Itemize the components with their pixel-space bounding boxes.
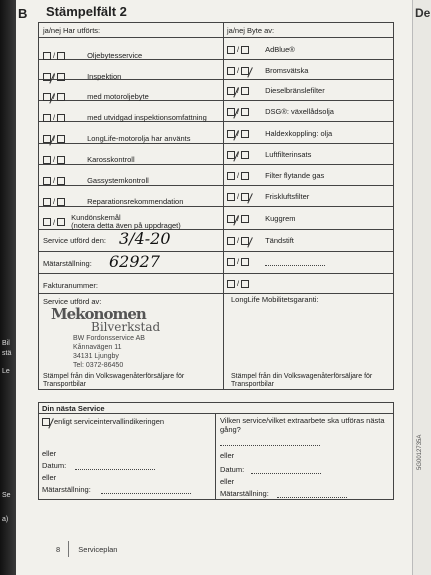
left-fragment: Le bbox=[2, 368, 10, 375]
datum-line[interactable] bbox=[75, 469, 155, 470]
checkbox[interactable] bbox=[42, 418, 50, 426]
checkbox-nej[interactable] bbox=[241, 280, 249, 288]
workshop-stamp bbox=[51, 305, 201, 375]
left-fragment: stä bbox=[2, 350, 12, 357]
row-line bbox=[39, 293, 393, 294]
checkbox-nej[interactable] bbox=[241, 193, 249, 201]
checkbox-ja[interactable] bbox=[227, 280, 235, 288]
item-label: DSG®: växellådsolja bbox=[265, 107, 334, 116]
blank-line bbox=[265, 265, 325, 266]
checkbox-ja[interactable] bbox=[227, 87, 235, 95]
left-item[interactable]: / Karosskontroll bbox=[43, 155, 135, 164]
stamp-logo: Mekonomen bbox=[51, 305, 146, 323]
checkbox-nej[interactable] bbox=[241, 46, 249, 54]
checkbox-nej[interactable] bbox=[241, 151, 249, 159]
left-item[interactable]: / med utvidgad inspektionsomfattning bbox=[43, 113, 207, 122]
checkbox-nej[interactable] bbox=[241, 172, 249, 180]
interval-indicator-label: enligt serviceintervallindikeringen bbox=[54, 417, 165, 426]
item-label: Haldexkoppling: olja bbox=[265, 129, 333, 138]
matar-label: Mätarställning: bbox=[42, 485, 91, 494]
item-label: Friskluftsfilter bbox=[265, 192, 310, 201]
stamp-phone: Tel: 0372-86450 bbox=[73, 362, 124, 369]
checkbox-ja[interactable] bbox=[43, 52, 51, 60]
left-column-header: ja/nej Har utförts: bbox=[43, 26, 101, 35]
footer-divider bbox=[68, 541, 69, 557]
eller-label: eller bbox=[220, 477, 235, 486]
matar-line[interactable] bbox=[101, 493, 191, 494]
left-fragment: Se bbox=[2, 492, 11, 499]
item-label: med motoroljebyte bbox=[87, 92, 149, 101]
checkbox-ja[interactable] bbox=[227, 172, 235, 180]
right-column-header: ja/nej Byte av: bbox=[227, 26, 275, 35]
checkbox-ja[interactable] bbox=[43, 114, 51, 122]
checkbox-ja[interactable] bbox=[43, 73, 51, 81]
checkbox-ja[interactable] bbox=[43, 93, 51, 101]
column-divider bbox=[215, 413, 216, 500]
service-date-value[interactable]: 3/4-20 bbox=[119, 229, 171, 248]
checkbox-ja[interactable] bbox=[227, 130, 235, 138]
row-line bbox=[39, 251, 393, 252]
row-line bbox=[39, 413, 393, 414]
item-label-group bbox=[71, 214, 181, 230]
left-fragment: a) bbox=[2, 516, 9, 523]
item-label: Dieselbränslefilter bbox=[265, 86, 325, 95]
item-label: AdBlue® bbox=[265, 45, 295, 54]
column-divider-lower bbox=[223, 293, 224, 390]
invoice-label: Fakturanummer: bbox=[43, 281, 99, 290]
item-label: Inspektion bbox=[87, 72, 122, 81]
row-line bbox=[39, 273, 393, 274]
column-divider bbox=[223, 23, 224, 293]
left-item[interactable]: / Inspektion bbox=[43, 72, 121, 81]
row-line bbox=[39, 143, 393, 144]
checkbox-nej[interactable] bbox=[57, 135, 65, 143]
right-item[interactable]: / Haldexkoppling: olja bbox=[227, 129, 332, 138]
item-label-note: (notera detta även på uppdraget) bbox=[71, 221, 181, 230]
next-work-line[interactable] bbox=[220, 445, 320, 446]
checkbox-nej[interactable] bbox=[57, 218, 65, 226]
stamp-company: BW Fordonsservice AB bbox=[73, 335, 145, 342]
footer-label: Serviceplan bbox=[78, 545, 118, 554]
item-label: Kuggrem bbox=[265, 214, 296, 223]
item-label: Luftfilterinsats bbox=[265, 150, 312, 159]
checkbox-nej[interactable] bbox=[57, 52, 65, 60]
matar-label: Mätarställning: bbox=[220, 489, 269, 498]
stamp-left-caption: Stämpel från din Volkswagenåterförsäljare för Transportbilar bbox=[43, 373, 185, 388]
page-footer bbox=[56, 545, 117, 554]
stamp-subtitle: Bilverkstad bbox=[91, 320, 161, 334]
right-page-code: 5G0012735A bbox=[417, 434, 423, 470]
longlife-label: LongLife Mobilitetsgaranti: bbox=[231, 295, 319, 304]
left-page-edge bbox=[0, 0, 16, 575]
checkbox-ja[interactable] bbox=[227, 193, 235, 201]
right-item[interactable]: / AdBlue® bbox=[227, 45, 295, 54]
right-item[interactable]: / Bromsvätska bbox=[227, 66, 308, 75]
row-line bbox=[39, 164, 393, 165]
checkbox-nej[interactable] bbox=[57, 198, 65, 206]
right-item[interactable]: / Tändstift bbox=[227, 236, 294, 245]
checkbox-ja[interactable] bbox=[43, 135, 51, 143]
stamp-street: Kånnavägen 11 bbox=[73, 344, 122, 351]
checkbox-nej[interactable] bbox=[57, 114, 65, 122]
checkbox-nej[interactable] bbox=[241, 87, 249, 95]
checkbox-ja[interactable] bbox=[227, 108, 235, 116]
row-line bbox=[39, 185, 393, 186]
row-line bbox=[39, 37, 393, 38]
page-title: Stämpelfält 2 bbox=[46, 4, 127, 19]
checkbox-ja[interactable] bbox=[43, 177, 51, 185]
checkbox-nej[interactable] bbox=[57, 156, 65, 164]
item-label: Kundönskemål bbox=[71, 213, 121, 222]
right-page-edge bbox=[412, 0, 431, 575]
mileage-value[interactable]: 62927 bbox=[109, 252, 160, 271]
right-item[interactable]: / Luftfilterinsats bbox=[227, 150, 311, 159]
item-label: Tändstift bbox=[265, 236, 294, 245]
stamp-city: 34131 Ljungby bbox=[73, 353, 119, 360]
checkbox-ja[interactable] bbox=[43, 198, 51, 206]
right-item[interactable]: / Filter flytande gas bbox=[227, 171, 324, 180]
item-label: Gassystemkontroll bbox=[87, 176, 149, 185]
eller-label: eller bbox=[220, 451, 235, 460]
service-date-label: Service utförd den: bbox=[43, 236, 106, 245]
checkbox-nej[interactable] bbox=[241, 108, 249, 116]
eller-label: eller bbox=[42, 449, 57, 458]
eller-label: eller bbox=[42, 473, 57, 482]
next-service-box bbox=[38, 402, 394, 500]
checkbox-ja[interactable] bbox=[227, 46, 235, 54]
right-extra-row[interactable]: / bbox=[227, 279, 251, 288]
item-label: Oljebytesservice bbox=[87, 51, 143, 60]
checkbox-ja[interactable] bbox=[43, 218, 51, 226]
item-label: Filter flytande gas bbox=[265, 171, 325, 180]
performed-by-label: Service utförd av: bbox=[43, 297, 102, 306]
item-label: LongLife-motorolja har använts bbox=[87, 134, 191, 143]
datum-label: Datum: bbox=[42, 461, 67, 470]
checkbox-nej[interactable] bbox=[57, 73, 65, 81]
left-item[interactable]: / med motoroljebyte bbox=[43, 92, 149, 101]
right-item[interactable]: / Kuggrem bbox=[227, 214, 296, 223]
item-label: med utvidgad inspektionsomfattning bbox=[87, 113, 207, 122]
right-extra-row[interactable]: / bbox=[227, 257, 251, 266]
matar-line[interactable] bbox=[277, 497, 347, 498]
checkbox-ja[interactable] bbox=[227, 67, 235, 75]
stamp-right-caption: Stämpel från din Volkswagenåterförsäljare för Transportbilar bbox=[231, 373, 373, 388]
right-item[interactable]: / DSG®: växellådsolja bbox=[227, 107, 334, 116]
left-item[interactable]: / LongLife-motorolja har använts bbox=[43, 134, 191, 143]
left-fragment: Bil bbox=[2, 340, 10, 347]
item-label: Reparationsrekommendation bbox=[87, 197, 184, 206]
checkbox-ja[interactable] bbox=[43, 156, 51, 164]
checkbox-nej[interactable] bbox=[57, 93, 65, 101]
left-item[interactable]: / Oljebytesservice bbox=[43, 51, 142, 60]
checkbox-ja[interactable] bbox=[227, 258, 235, 266]
item-label: Karosskontroll bbox=[87, 155, 135, 164]
checkbox-nej[interactable] bbox=[241, 237, 249, 245]
left-item[interactable]: / Kundönskemål (notera detta även på uppdraget) bbox=[43, 214, 181, 230]
checkbox-ja[interactable] bbox=[227, 151, 235, 159]
left-item[interactable]: / Gassystemkontroll bbox=[43, 176, 149, 185]
left-item[interactable]: / Reparationsrekommendation bbox=[43, 197, 183, 206]
next-service-title: Din nästa Service bbox=[42, 404, 105, 413]
document-page bbox=[16, 0, 412, 575]
next-work-question: Vilken service/vilket extraarbete ska utföras nästa gång? bbox=[220, 416, 385, 434]
checkbox-nej[interactable] bbox=[241, 130, 249, 138]
section-letter: B bbox=[18, 6, 28, 21]
checkbox-nej[interactable] bbox=[241, 215, 249, 223]
mileage-label: Mätarställning: bbox=[43, 259, 92, 268]
checkbox-ja[interactable] bbox=[227, 237, 235, 245]
checkbox-nej[interactable] bbox=[241, 67, 249, 75]
right-page-heading: De bbox=[415, 6, 431, 20]
right-item[interactable]: / Dieselbränslefilter bbox=[227, 86, 325, 95]
page-number: 8 bbox=[56, 545, 61, 554]
checkbox-nej[interactable] bbox=[241, 258, 249, 266]
right-item[interactable]: / Friskluftsfilter bbox=[227, 192, 309, 201]
checkbox-nej[interactable] bbox=[57, 177, 65, 185]
checkbox-ja[interactable] bbox=[227, 215, 235, 223]
datum-line[interactable] bbox=[251, 473, 321, 474]
datum-label: Datum: bbox=[220, 465, 245, 474]
item-label: Bromsvätska bbox=[265, 66, 309, 75]
row-line bbox=[39, 206, 393, 207]
interval-indicator-option[interactable] bbox=[42, 417, 164, 426]
